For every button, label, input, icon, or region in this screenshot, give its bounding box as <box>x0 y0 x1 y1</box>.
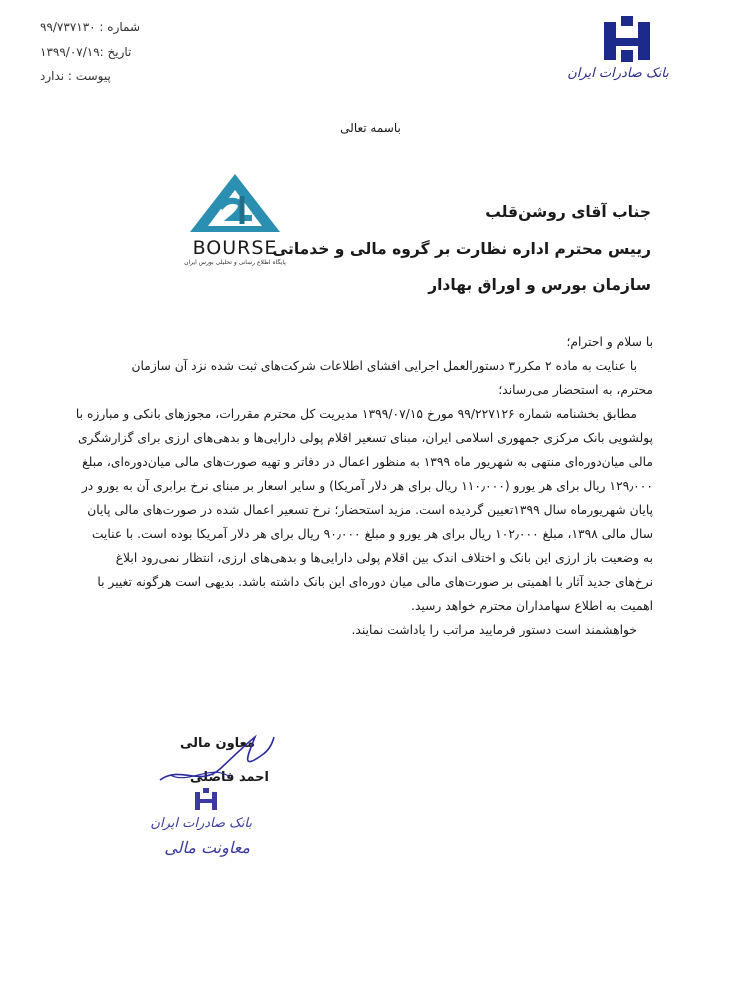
bourse-wordmark: BOURSE <box>192 237 278 259</box>
closing-line: خواهشمند است دستور فرمایید مراتب را یاداشت نمایند. <box>351 623 637 637</box>
stamp-bank-name: بانک صادرات ایران <box>150 816 252 831</box>
paragraph-line-8: نرخ‌های جدید آثار با اهمیتی بر صورت‌های مالی میان دوره‌ای این بانک داشته باشد. بدیهی است هرگونه تغییر با <box>97 575 653 589</box>
addressee-name: جناب آقای روشن‌قلب <box>485 203 651 221</box>
paragraph-line-7: به وضعیت باز ارزی این بانک و اختلاف اندک بین اقلام پولی دارایی‌ها و بدهی‌های ارزی، انتظار نمی‌رود ابلاغ <box>115 551 653 565</box>
bank-stamp <box>150 788 260 868</box>
bourse-logo <box>180 172 290 264</box>
greeting: با سلام و احترام؛ <box>566 335 653 349</box>
paragraph-line-9: اهمیت به اطلاع سهامداران محترم خواهد رسید. <box>411 599 653 613</box>
letter-date: تاریخ :۱۳۹۹/۰۷/۱۹ <box>40 45 132 59</box>
bourse-caption: پایگاه اطلاع رسانی و تحلیلی بورس ایران <box>184 259 286 266</box>
signatory-title: معاون مالی <box>180 736 255 751</box>
paragraph-line-2: پولشویی بانک مرکزی جمهوری اسلامی ایران، مبنای تسعیر اقلام پولی دارایی‌ها و بدهی‌های ارزی برای گزارشگری <box>77 431 653 445</box>
stamp-bank-logo-icon <box>194 788 218 812</box>
paragraph-line-5: پایان شهریورماه سال ۱۳۹۹تعیین گردیده است. مزید استحضار؛ نرخ تسعیر اعمال شده در صورت‌های مالی پایان <box>87 503 653 517</box>
intro-line-1: با عنایت به ماده ۲ مکرر۳ دستورالعمل اجرایی افشای اطلاعات شرکت‌های ثبت شده نزد آن سازمان <box>131 359 637 373</box>
addressee-title: رییس محترم اداره نظارت بر گروه مالی و خدماتی <box>272 240 651 258</box>
paragraph-line-4: ۱۲۹٫۰۰۰ ریال برای هر یورو (۱۱۰٫۰۰۰ ریال برای هر دلار آمریکا) و سایر اسعار بر مبنای نرخ برابری آن به یورو در <box>81 479 653 493</box>
bank-name: بانک صادرات ایران <box>567 66 669 81</box>
paragraph-line-3: مالی میان‌دوره‌ای منتهی به شهریور ماه ۱۳۹۹ به منظور اعمال در دفاتر و تهیه صورت‌های مالی میان‌دوره‌ای، مبلغ <box>82 455 653 469</box>
handwritten-signature <box>150 725 280 795</box>
signatory-name: احمد فاضلی <box>190 770 269 785</box>
stamp-unit: معاونت مالی <box>164 838 250 857</box>
intro-line-2: محترم، به استحضار می‌رساند؛ <box>498 383 653 397</box>
bourse-emblem-icon <box>180 172 290 234</box>
paragraph-line-1: مطابق بخشنامه شماره ۹۹/۲۲۷۱۲۶ مورخ ۱۳۹۹/۰۷/۱۵ مدیریت کل محترم مقررات، مجوزهای بانکی و مبارزه با <box>75 407 637 421</box>
addressee-organization: سازمان بورس و اوراق بهادار <box>428 276 651 294</box>
letter-number: شماره : ۹۹/۷۳۷۱۳۰ <box>40 20 141 34</box>
bank-saderat-logo <box>601 14 653 66</box>
letter-attachment: پیوست : ندارد <box>40 69 111 83</box>
letter-body <box>73 330 653 642</box>
paragraph-line-6: سال مالی ۱۳۹۸، مبلغ ۱۰۲٫۰۰۰ ریال برای هر یورو و مبلغ ۹۰٫۰۰۰ ریال برای هر دلار آمریکا بوده است. با عنایت <box>91 527 653 541</box>
bismillah: باسمه تعالی <box>340 121 401 135</box>
